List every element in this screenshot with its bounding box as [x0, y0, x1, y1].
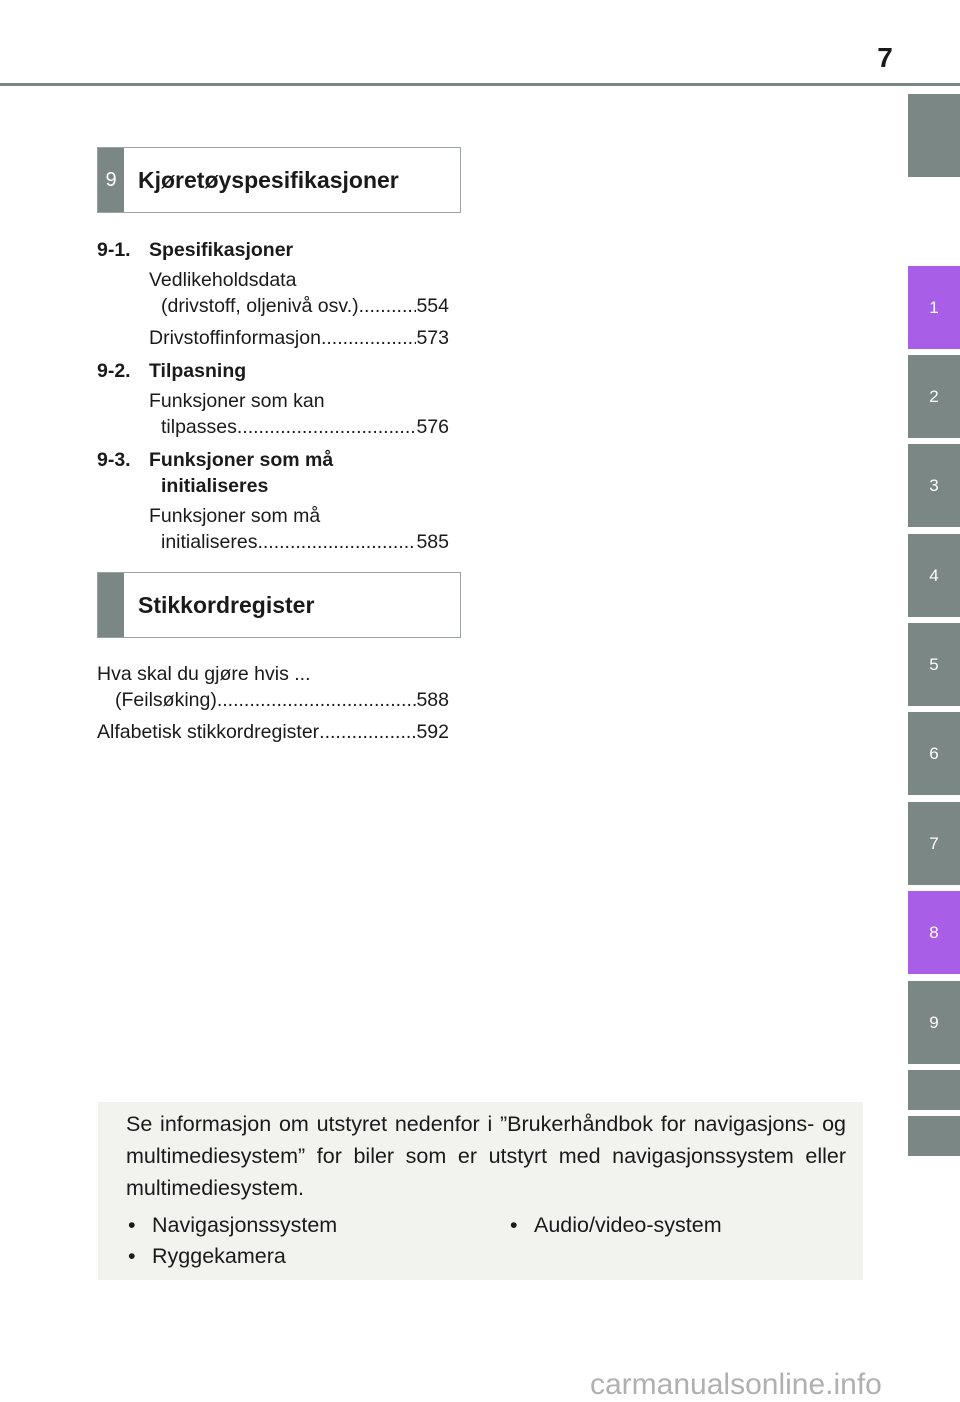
info-paragraph: Se informasjon om utstyret nedenfor i ”Brukerhåndbok for navigasjons- og multimediesystem” for biler som er utstyrt med navigasjonssystem eller multimediesystem.: [126, 1112, 846, 1200]
toc-entry[interactable]: [97, 503, 449, 555]
section-header-index: [97, 572, 461, 638]
chapter-tab-6[interactable]: 6: [908, 712, 960, 795]
chapter-number: 9-2.: [97, 360, 131, 382]
chapter-tab-7[interactable]: 7: [908, 802, 960, 885]
leader-dots: [321, 325, 417, 351]
bullet-dot-icon: •: [128, 1213, 136, 1237]
chapter-tab-4[interactable]: 4: [908, 534, 960, 617]
info-bullet: • Navigasjonssystem: [128, 1210, 337, 1241]
entry-text: Alfabetisk stikkordregister: [97, 721, 320, 743]
entry-page: 576: [416, 416, 449, 438]
watermark: carmanualsonline.info: [590, 1368, 882, 1401]
leader-dots: [237, 414, 417, 440]
entry-text: initialiseres: [161, 531, 258, 553]
info-box: [98, 1102, 863, 1280]
chapter-tab-blank-top[interactable]: [908, 94, 960, 177]
toc-section-9: [97, 237, 449, 555]
toc-chapter-9-1[interactable]: [97, 237, 449, 263]
section-number-badge: 9: [98, 148, 124, 212]
chapter-title: Funksjoner som må: [149, 449, 334, 471]
page-number: 7: [877, 42, 893, 73]
chapter-title: Tilpasning: [149, 360, 247, 382]
entry-line: Vedlikeholdsdata: [149, 269, 297, 291]
leader-dots: [217, 687, 417, 713]
toc-chapter-9-3[interactable]: [97, 447, 449, 499]
section-number-badge: [98, 573, 124, 637]
entry-text: Drivstoffinformasjon: [149, 327, 321, 349]
top-rule: [0, 83, 960, 86]
chapter-tab-8[interactable]: 8: [908, 891, 960, 974]
toc-entry[interactable]: [97, 267, 449, 319]
entry-line: Hva skal du gjøre hvis ...: [97, 663, 311, 685]
toc-entry[interactable]: [97, 661, 449, 713]
chapter-number: 9-3.: [97, 449, 131, 471]
entry-line: Funksjoner som må: [149, 505, 321, 527]
chapter-title-cont: initialiseres: [161, 475, 269, 497]
chapter-tab-3[interactable]: 3: [908, 444, 960, 527]
chapter-title: Spesifikasjoner: [149, 239, 294, 261]
entry-page: 573: [416, 327, 449, 349]
chapter-tab-blank-a[interactable]: [908, 1070, 960, 1110]
entry-page: 592: [416, 721, 449, 743]
entry-text: (drivstoff, oljenivå osv.): [161, 295, 359, 317]
info-bullet: • Ryggekamera: [128, 1241, 286, 1272]
chapter-tab-2[interactable]: 2: [908, 355, 960, 438]
info-bullet: • Audio/video-system: [510, 1210, 722, 1241]
toc-index: [97, 661, 449, 751]
entry-page: 588: [416, 689, 449, 711]
chapter-tab-blank-b[interactable]: [908, 1116, 960, 1156]
bullet-dot-icon: •: [510, 1213, 518, 1237]
bullet-dot-icon: •: [128, 1244, 136, 1268]
toc-entry[interactable]: [97, 325, 449, 351]
section-header-specifications: [97, 147, 461, 213]
chapter-number: 9-1.: [97, 239, 131, 261]
section-title: Kjøretøyspesifikasjoner: [138, 167, 399, 193]
toc-entry[interactable]: [97, 719, 449, 745]
chapter-tab-1[interactable]: 1: [908, 266, 960, 349]
section-title: Stikkordregister: [138, 592, 315, 618]
leader-dots: [359, 293, 417, 319]
entry-text: (Feilsøking): [115, 689, 217, 711]
toc-chapter-9-2[interactable]: [97, 358, 449, 384]
chapter-tab-9[interactable]: 9: [908, 981, 960, 1064]
entry-text: tilpasses: [161, 416, 237, 438]
leader-dots: [319, 719, 416, 745]
chapter-tab-5[interactable]: 5: [908, 623, 960, 706]
entry-page: 585: [416, 531, 449, 553]
toc-entry[interactable]: [97, 388, 449, 440]
entry-line: Funksjoner som kan: [149, 390, 325, 412]
entry-page: 554: [416, 295, 449, 317]
leader-dots: [257, 529, 416, 555]
